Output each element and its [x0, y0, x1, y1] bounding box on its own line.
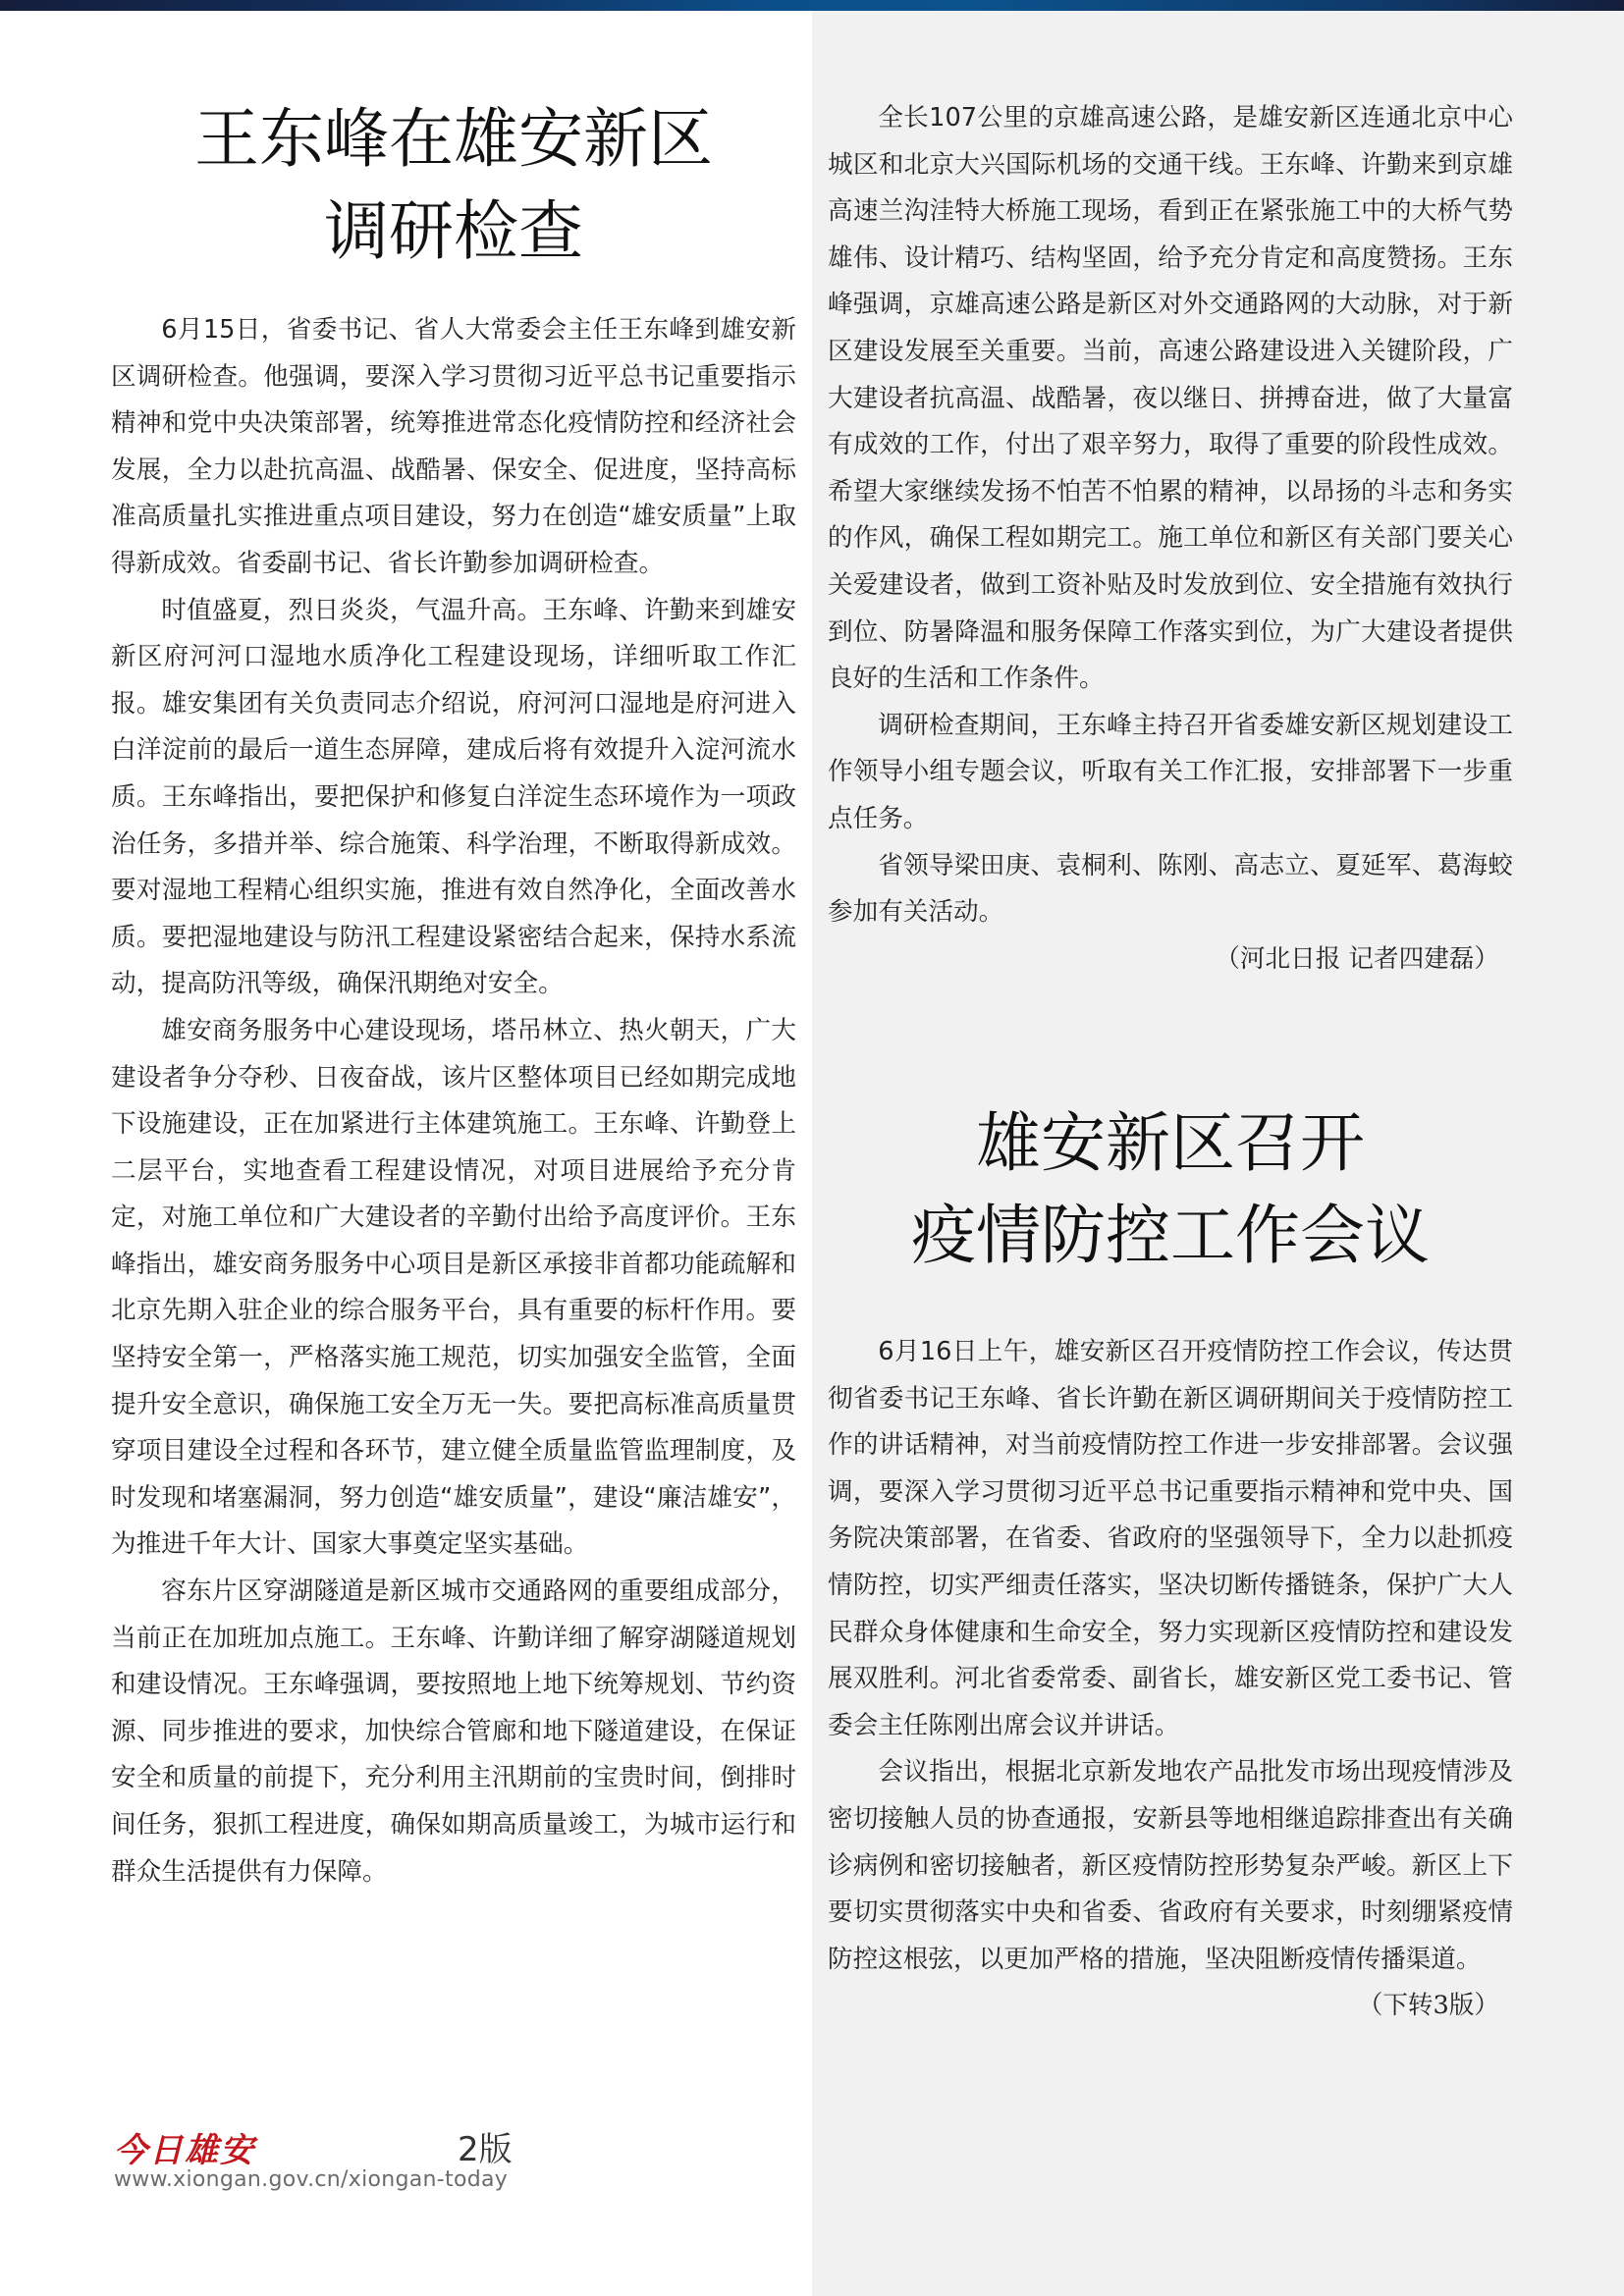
continued-on-page-note: （下转3版）	[1357, 1991, 1499, 2021]
article2-paragraph-2: 会议指出，根据北京新发地农产品批发市场出现疫情涉及密切接触人员的协查通报，安新县等地相继追踪排查出有关确诊病例和密切接触者，新区疫情防控形势复杂严峻。新区上下要切实贯彻落实中央和省委、省政府有关要求，时刻绷紧疫情防控这根弦，以更加严格的措施，坚决阻断疫情传播渠道。	[828, 1757, 1513, 1974]
article1-paragraph-1: 6月15日，省委书记、省人大常委会主任王东峰到雄安新区调研检查。他强调，要深入学习贯彻习近平总书记重要指示精神和党中央决策部署，统筹推进常态化疫情防控和经济社会发展，全力以赴抗高温、战酷暑、保安全、促进度，坚持高标准高质量扎实推进重点项目建设，努力在创造“雄安质量”上取得新成效。省委副书记、省长许勤参加调研检查。	[111, 315, 796, 578]
article2-title-line-1: 雄安新区召开	[976, 1105, 1365, 1181]
article1-byline: （河北日报 记者四建磊）	[1215, 943, 1499, 974]
page-number: 2版	[458, 2130, 513, 2169]
article1-paragraph-4: 容东片区穿湖隧道是新区城市交通路网的重要组成部分，当前正在加班加点施工。王东峰、许勤详细了解穿湖隧道规划和建设情况。王东峰强调，要按照地上地下统筹规划、节约资源、同步推进的要求，加快综合管廊和地下隧道建设，在保证安全和质量的前提下，充分利用主汛期前的宝贵时间，倒排时间任务，狠抓工程进度，确保如期高质量竣工，为城市运行和群众生活提供有力保障。	[111, 1576, 796, 1887]
article1-title	[111, 93, 796, 278]
top-decorative-bar	[0, 0, 1624, 11]
article1-paragraph-7: 省领导梁田庚、袁桐利、陈刚、高志立、夏延军、葛海蛟参加有关活动。	[828, 850, 1513, 928]
article2-title-line-2: 疫情防控工作会议	[911, 1198, 1430, 1273]
article1-paragraph-2: 时值盛夏，烈日炎炎，气温升高。王东峰、许勤来到雄安新区府河河口湿地水质净化工程建设现场，详细听取工作汇报。雄安集团有关负责同志介绍说，府河河口湿地是府河进入白洋淀前的最后一道生态屏障，建成后将有效提升入淀河流水质。王东峰指出，要把保护和修复白洋淀生态环境作为一项政治任务，多措并举、综合施策、科学治理，不断取得新成效。要对湿地工程精心组织实施，推进有效自然净化，全面改善水质。要把湿地建设与防汛工程建设紧密结合起来，保持水系流动，提高防汛等级，确保汛期绝对安全。	[111, 595, 796, 999]
article1-paragraph-5: 全长107公里的京雄高速公路，是雄安新区连通北京中心城区和北京大兴国际机场的交通干线。王东峰、许勤来到京雄高速兰沟洼特大桥施工现场，看到正在紧张施工中的大桥气势雄伟、设计精巧、结构坚固，给予充分肯定和高度赞扬。王东峰强调，京雄高速公路是新区对外交通路网的大动脉，对于新区建设发展至关重要。当前，高速公路建设进入关键阶段，广大建设者抗高温、战酷暑，夜以继日、拼搏奋进，做了大量富有成效的工作，付出了艰辛努力，取得了重要的阶段性成效。希望大家继续发扬不怕苦不怕累的精神，以昂扬的斗志和务实的作风，确保工程如期完工。施工单位和新区有关部门要关心关爱建设者，做到工资补贴及时发放到位、安全措施有效执行到位、防暑降温和服务保障工作落实到位，为广大建设者提供良好的生活和工作条件。	[828, 103, 1513, 694]
article1-title-line-2: 调研检查	[324, 193, 583, 269]
publication-url[interactable]: www.xiongan.gov.cn/xiongan-today	[114, 2167, 509, 2192]
article1-body-left	[111, 307, 796, 1896]
article1-paragraph-6: 调研检查期间，王东峰主持召开省委雄安新区规划建设工作领导小组专题会议，听取有关工作汇报，安排部署下一步重点任务。	[828, 710, 1513, 833]
publication-logo: 今日雄安	[114, 2131, 255, 2170]
article2-body	[828, 1329, 1513, 2030]
article1-paragraph-3: 雄安商务服务中心建设现场，塔吊林立、热火朝天，广大建设者争分夺秒、日夜奋战，该片区整体项目已经如期完成地下设施建设，正在加紧进行主体建筑施工。王东峰、许勤登上二层平台，实地查看工程建设情况，对项目进展给予充分肯定，对施工单位和广大建设者的辛勤付出给予高度评价。王东峰指出，雄安商务服务中心项目是新区承接非首都功能疏解和北京先期入驻企业的综合服务平台，具有重要的标杆作用。要坚持安全第一，严格落实施工规范，切实加强安全监管，全面提升安全意识，确保施工安全万无一失。要把高标准高质量贯穿项目建设全过程和各环节，建立健全质量监管监理制度，及时发现和堵塞漏洞，努力创造“雄安质量”，建设“廉洁雄安”，为推进千年大计、国家大事奠定坚实基础。	[111, 1015, 796, 1560]
article1-body-right	[828, 95, 1513, 983]
article1-title-line-1: 王东峰在雄安新区	[194, 101, 713, 177]
article2-title	[828, 1097, 1513, 1282]
article2-paragraph-1: 6月16日上午，雄安新区召开疫情防控工作会议，传达贯彻省委书记王东峰、省长许勤在新区调研期间关于疫情防控工作的讲话精神，对当前疫情防控工作进一步安排部署。会议强调，要深入学习贯彻习近平总书记重要指示精神和党中央、国务院决策部署，在省委、省政府的坚强领导下，全力以赴抓疫情防控，切实严细责任落实，坚决切断传播链条，保护广大人民群众身体健康和生命安全，努力实现新区疫情防控和建设发展双胜利。河北省委常委、副省长，雄安新区党工委书记、管委会主任陈刚出席会议并讲话。	[828, 1337, 1513, 1740]
